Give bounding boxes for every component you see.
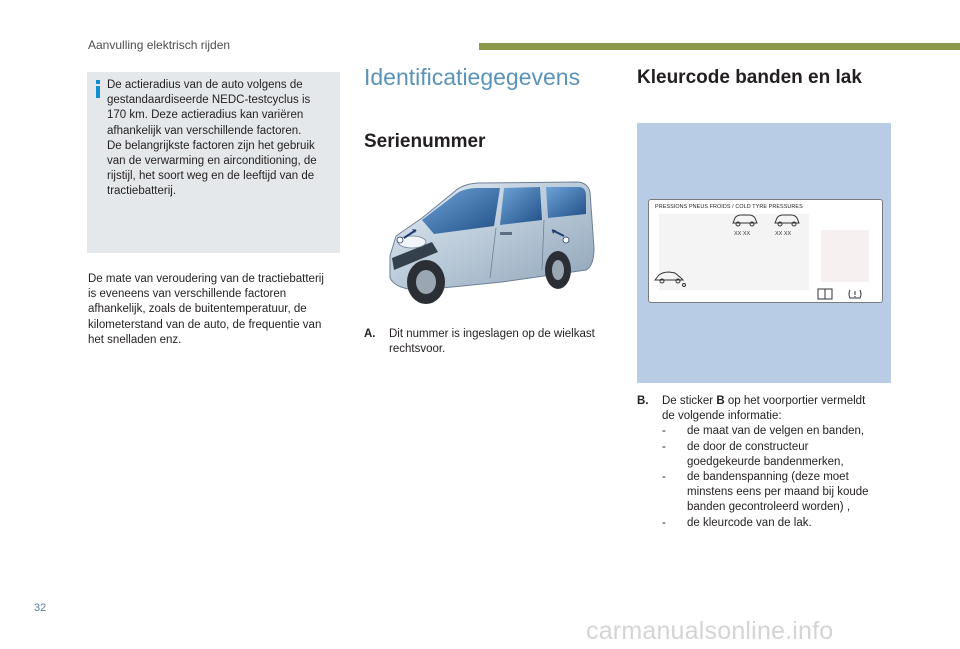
chapter-title: Aanvulling elektrisch rijden <box>88 38 231 52</box>
list-line: banden gecontroleerd worden) , <box>687 501 851 514</box>
info-line: gestandaardiseerde NEDC-testcyclus is <box>107 94 311 107</box>
caption-line: rechtsvoor. <box>389 343 446 356</box>
sticker-title: PRESSIONS PNEUS FROIDS / COLD TYRE PRESSURES <box>655 204 803 210</box>
sticker-value: XX XX <box>775 231 792 237</box>
list-item <box>662 440 897 470</box>
info-line: rijstijl, het soort weg en de leeftijd van de <box>107 170 315 183</box>
watermark: carmanualsonline.info <box>586 617 834 645</box>
info-list <box>637 424 897 530</box>
section-title-color: Kleurcode banden en lak <box>637 67 862 88</box>
info-text <box>107 78 335 200</box>
caption-intro <box>662 394 897 409</box>
section-title-serial: Serienummer <box>364 131 486 152</box>
chapter-accent-bar <box>479 43 960 50</box>
caption-intro-line: de volgende informatie: <box>662 410 782 423</box>
info-line: De actieradius van de auto volgens de <box>107 79 303 91</box>
list-line: de kleurcode van de lak. <box>687 516 812 529</box>
caption-letter: B. <box>637 395 649 407</box>
info-line: van de verwarming en airconditioning, de <box>107 155 317 168</box>
info-line: afhankelijk van verschillende factoren. <box>107 124 302 137</box>
page-number: 32 <box>34 602 47 614</box>
manual-book-icon <box>817 288 833 300</box>
car-front-icon <box>731 212 759 228</box>
caption-line: Dit nummer is ingeslagen op de wielkast <box>389 328 595 340</box>
car-side-icon <box>653 268 687 288</box>
list-line: goedgekeurde bandenmerken, <box>687 455 844 468</box>
info-line: tractiebatterij. <box>107 185 177 198</box>
info-line: De belangrijkste factoren zijn het gebruik <box>107 139 315 152</box>
caption-a <box>364 327 614 357</box>
list-line: de door de constructeur <box>687 440 809 453</box>
list-dash: - <box>662 440 666 453</box>
caption-letter: A. <box>364 328 376 340</box>
section-title-identification: Identificatiegegevens <box>364 64 581 90</box>
list-line: minstens eens per maand bij koude <box>687 486 869 499</box>
list-item <box>662 470 897 516</box>
info-line: 170 km. Deze actieradius kan variëren <box>107 109 304 122</box>
list-dash: - <box>662 516 666 529</box>
caption-intro-part: op het voorportier vermeldt <box>724 395 866 407</box>
list-item <box>662 424 897 439</box>
body-line: De mate van veroudering van de tractiebatterij <box>88 273 324 285</box>
sticker-value: XX XX <box>734 231 751 237</box>
body-line: afhankelijk, zoals de buitentemperatuur, de <box>88 303 307 316</box>
car-rear-icon <box>773 212 801 228</box>
body-paragraph <box>88 272 343 348</box>
list-dash: - <box>662 425 666 438</box>
body-line: is eveneens van verschillende factoren <box>88 288 287 301</box>
list-dash: - <box>662 471 666 484</box>
tyre-pressure-sticker <box>648 199 883 303</box>
sticker-color-area <box>821 230 869 282</box>
van-illustration <box>382 178 596 308</box>
body-line: kilometerstand van de auto, de frequentie van <box>88 318 322 331</box>
caption-b <box>637 394 897 531</box>
info-icon <box>96 80 100 98</box>
body-line: het snelladen enz. <box>88 333 182 346</box>
caption-intro-bold: B <box>716 395 725 407</box>
list-line: de maat van de velgen en banden, <box>687 425 865 438</box>
caption-intro-part: De sticker <box>662 395 717 407</box>
tyre-warning-icon <box>847 288 863 300</box>
list-line: de bandenspanning (deze moet <box>687 471 849 484</box>
list-item <box>662 516 897 531</box>
